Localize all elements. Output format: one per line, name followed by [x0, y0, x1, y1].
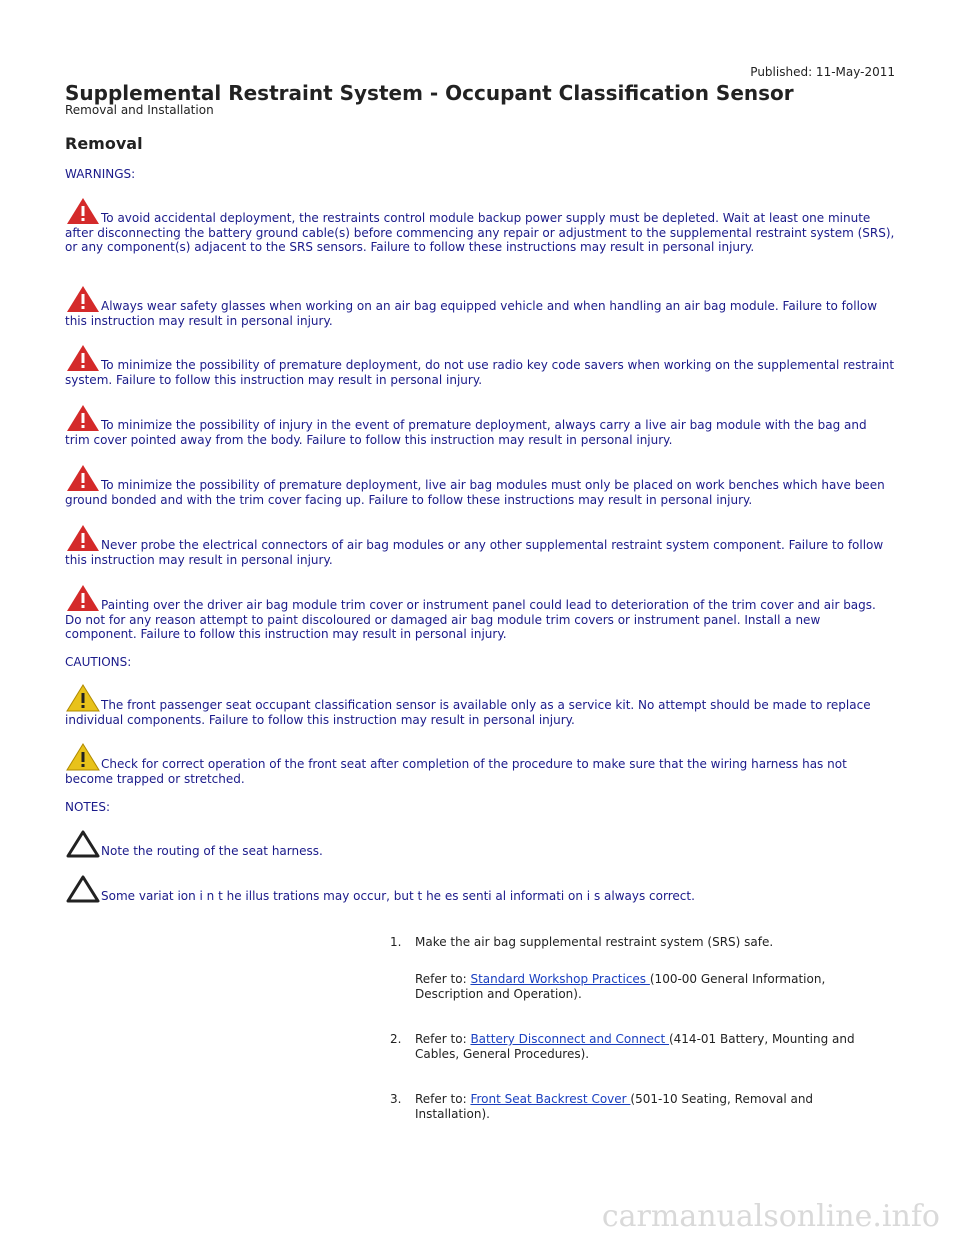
reference-suffix: (501-10 Seating, Removal and Installation).: [415, 1092, 814, 1121]
note-item: [65, 829, 895, 859]
step-number: 3.: [390, 1092, 402, 1106]
warning-icon: [65, 523, 101, 553]
warning-icon: [65, 583, 101, 613]
warning-text: Never probe the electrical connectors of air bag modules or any other supplemental restraint system component. Failure to follow this instruction may result in personal injury.: [65, 538, 884, 567]
note-text: Note the routing of the seat harness.: [101, 844, 323, 858]
caution-item: [65, 742, 895, 786]
warning-item: [65, 343, 895, 387]
page-title: Supplemental Restraint System - Occupant Classification Sensor: [65, 81, 794, 105]
caution-text: Check for correct operation of the front seat after completion of the procedure to make sure that the wiring harness has not become trapped or stretched.: [65, 757, 847, 786]
front-seat-backrest-cover-link[interactable]: Front Seat Backrest Cover: [470, 1092, 631, 1106]
warning-text: Always wear safety glasses when working on an air bag equipped vehicle and when handling an air bag module. Failure to follow this instruction may result in personal injury.: [65, 299, 878, 328]
warning-icon: [65, 196, 101, 226]
note-icon: [65, 874, 101, 904]
warning-text: To minimize the possibility of premature deployment, live air bag modules must only be placed on work benches which have been ground bonded and with the trim cover facing up. Failure to follow these instructions may result in personal injury.: [65, 478, 885, 507]
warning-text: Painting over the driver air bag module trim cover or instrument panel could lead to deterioration of the trim cover and air bags. Do not for any reason attempt to paint discoloured or damaged air bag module trim covers or instrument panel. Install a new component. Failure to follow this instruction may result in personal injury.: [65, 598, 876, 641]
caution-icon: [65, 683, 101, 713]
published-date: Published: 11-May-2011: [750, 65, 895, 79]
caution-item: [65, 683, 895, 727]
notes-label: NOTES:: [65, 800, 110, 814]
cautions-label: CAUTIONS:: [65, 655, 132, 669]
watermark: carmanualsonline.info: [601, 1199, 940, 1234]
step-reference: [415, 1032, 890, 1062]
caution-text: The front passenger seat occupant classification sensor is available only as a service kit. No attempt should be made to replace individual components. Failure to follow this instruction may result in personal injury.: [65, 698, 871, 727]
reference-suffix: (414-01 Battery, Mounting and Cables, General Procedures).: [415, 1032, 855, 1061]
warning-icon: [65, 284, 101, 314]
warning-item: [65, 196, 895, 254]
warning-text: To avoid accidental deployment, the restraints control module backup power supply must be depleted. Wait at least one minute after disconnecting the battery ground cable(s) before commencing any repair or adjustment to the supplemental restraint system (SRS), or any component(s) adjacent to the SRS sensors. Failure to follow these instructions may result in personal injury.: [65, 211, 895, 254]
step-number: 2.: [390, 1032, 402, 1046]
reference-prefix: Refer to:: [415, 1092, 471, 1106]
note-icon: [65, 829, 101, 859]
warning-item: [65, 403, 895, 447]
step-number: 1.: [390, 935, 402, 949]
standard-workshop-practices-link[interactable]: Standard Workshop Practices: [470, 972, 650, 986]
reference-suffix: (100-00 General Information, Description and Operation).: [415, 972, 826, 1001]
note-text: Some variat ion i n t he illus trations may occur, but t he es senti al informati on i s always correct.: [101, 889, 695, 903]
warning-text: To minimize the possibility of injury in the event of premature deployment, always carry a live air bag module with the bag and trim cover pointed away from the body. Failure to follow this instruction may result in personal injury.: [65, 418, 867, 447]
reference-prefix: Refer to:: [415, 1032, 471, 1046]
section-heading: Removal: [65, 134, 143, 153]
warning-item: [65, 463, 895, 507]
warning-text: To minimize the possibility of premature deployment, do not use radio key code savers when working on the supplemental restraint system. Failure to follow this instruction may result in personal injury.: [65, 358, 895, 387]
warning-icon: [65, 403, 101, 433]
warning-item: [65, 284, 895, 328]
warning-icon: [65, 343, 101, 373]
note-item: [65, 874, 895, 904]
step-reference: [415, 972, 890, 1002]
step-text: Make the air bag supplemental restraint system (SRS) safe.: [415, 935, 774, 949]
warning-item: [65, 583, 895, 641]
battery-disconnect-link[interactable]: Battery Disconnect and Connect: [470, 1032, 669, 1046]
warnings-label: WARNINGS:: [65, 167, 136, 181]
reference-prefix: Refer to:: [415, 972, 471, 986]
caution-icon: [65, 742, 101, 772]
warning-item: [65, 523, 895, 567]
step-reference: [415, 1092, 890, 1122]
warning-icon: [65, 463, 101, 493]
page-subtitle: Removal and Installation: [65, 103, 214, 117]
